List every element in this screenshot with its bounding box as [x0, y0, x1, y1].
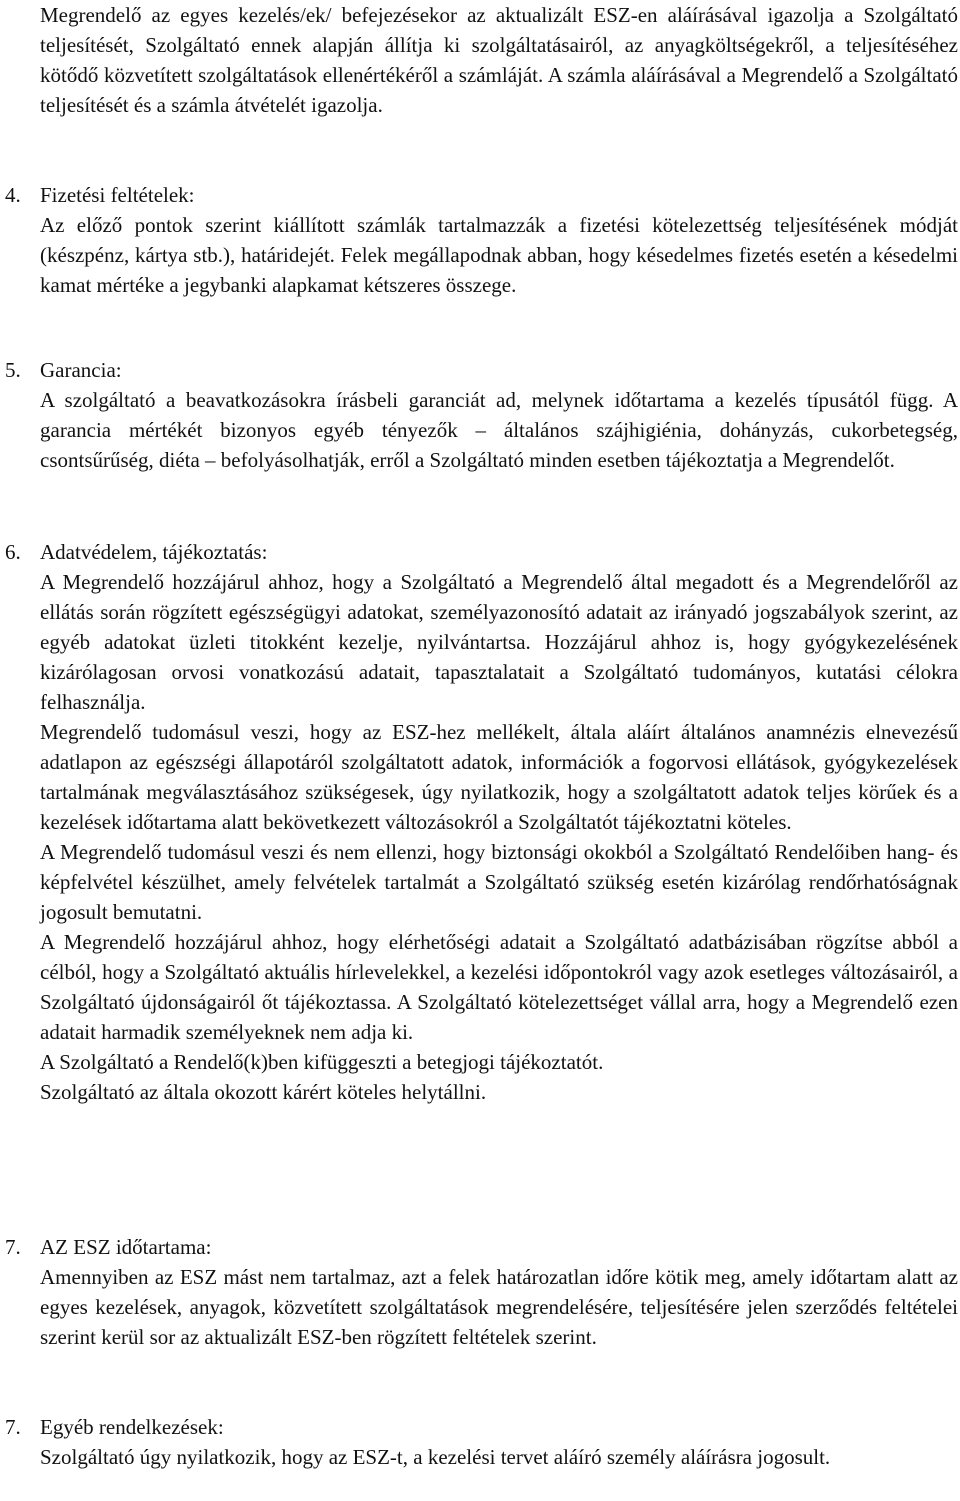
section-title: Egyéb rendelkezések: [40, 1415, 224, 1439]
section-paragraph: Szolgáltató úgy nyilatkozik, hogy az ESZ-t, a kezelési tervet aláíró személy aláírásra jogosult. [40, 1445, 831, 1469]
section-number: 6. [5, 540, 21, 564]
section-body [40, 1442, 958, 1472]
section-title: Garancia: [40, 358, 122, 382]
section-paragraph: A szolgáltató a beavatkozásokra írásbeli garanciát ad, melynek időtartama a kezelés típusától függ. A garancia mértékét bizonyos egyéb tényezők – általános szájhigiénia, dohányzás, cukorbetegség, csontsűrűség, diéta – befolyásolhatják, erről a Szolgáltató minden esetben tájékoztatja a Megrendelőt. [40, 388, 958, 472]
section-heading [5, 1412, 224, 1442]
section-paragraph: A Megrendelő hozzájárul ahhoz, hogy a Szolgáltató a Megrendelő által megadott és a Megrendelőről az ellátás során rögzített egészségügyi adatokat, személyazonosító adatait az irányadó jogszabályok szerint, az egyéb adatokat üzleti titokként kezelje, nyilvántartsa. Hozzájárul ahhoz is, hogy gyógykezelésének kizárólagosan orvosi vonatkozású adatait, tapasztalatait a Szolgáltató tudományos, kutatási célokra felhasználja. [40, 570, 958, 714]
section-body [40, 385, 958, 475]
section-body [40, 210, 958, 300]
section-number: 5. [5, 358, 21, 382]
section-number: 4. [5, 183, 21, 207]
section-number: 7. [5, 1415, 21, 1439]
section-heading [5, 537, 267, 567]
section-paragraph: Szolgáltató az általa okozott kárért köteles helytállni. [40, 1080, 487, 1104]
section-body [40, 1262, 958, 1352]
section-number: 7. [5, 1235, 21, 1259]
section-title: Adatvédelem, tájékoztatás: [40, 540, 268, 564]
section-paragraph: Az előző pontok szerint kiállított számlák tartalmazzák a fizetési kötelezettség teljesítésének módját (készpénz, kártya stb.), határidejét. Felek megállapodnak abban, hogy késedelmes fizetés esetén a késedelmi kamat mértéke a jegybanki alapkamat kétszeres összege. [40, 213, 958, 297]
section-title: AZ ESZ időtartama: [40, 1235, 212, 1259]
section-heading [5, 180, 195, 210]
section-title: Fizetési feltételek: [40, 183, 195, 207]
section-paragraph: A Megrendelő hozzájárul ahhoz, hogy elérhetőségi adatait a Szolgáltató adatbázisában rögzítse abból a célból, hogy a Szolgáltató aktuális hírlevelekkel, a kezelési időpontokról vagy azok esetleges változásairól, a Szolgáltató újdonságairól őt tájékoztassa. A Szolgáltató kötelezettséget vállal arra, hogy a Megrendelő ezen adatait harmadik személyeknek nem adja ki. [40, 930, 958, 1044]
intro-paragraph: Megrendelő az egyes kezelés/ek/ befejezésekor az aktualizált ESZ-en aláírásával igazolja a Szolgáltató teljesítését, Szolgáltató ennek alapján állítja ki szolgáltatásairól, az anyagköltségekről, a teljesítéséhez kötődő közvetített szolgáltatások ellenértékéről a számláját. A számla aláírásával a Megrendelő a Szolgáltató teljesítését és a számla átvételét igazolja. [40, 3, 958, 117]
section-body [40, 567, 958, 1107]
section-heading [5, 1232, 211, 1262]
section-paragraph: A Szolgáltató a Rendelő(k)ben kifüggeszti a betegjogi tájékoztatót. [40, 1050, 604, 1074]
section-paragraph: Megrendelő tudomásul veszi, hogy az ESZ-hez mellékelt, általa aláírt általános anamnézis elnevezésű adatlapon az egészségi állapotáról szolgáltatott adatok, információk a fogorvosi ellátások, gyógykezelések tartalmának megválasztásához szükségesek, úgy nyilatkozik, hogy a szolgáltatott adatok teljes körűek és a kezelések időtartama alatt bekövetkezett változásokról a Szolgáltatót tájékoztatni köteles. [40, 720, 958, 834]
section-heading [5, 355, 122, 385]
section-paragraph: A Megrendelő tudomásul veszi és nem ellenzi, hogy biztonsági okokból a Szolgáltató Rendelőiben hang- és képfelvétel készülhet, amely felvételek tartalmát a Szolgáltató szükség esetén kizárólag rendőrhatóságnak jogosult bemutatni. [40, 840, 958, 924]
section-paragraph: Amennyiben az ESZ mást nem tartalmaz, azt a felek határozatlan időre kötik meg, amely időtartam alatt az egyes kezelések, anyagok, közvetített szolgáltatások megrendelésére, teljesítésére jelen szerződés feltételei szerint kerül sor az aktualizált ESZ-ben rögzített feltételek szerint. [40, 1265, 958, 1349]
